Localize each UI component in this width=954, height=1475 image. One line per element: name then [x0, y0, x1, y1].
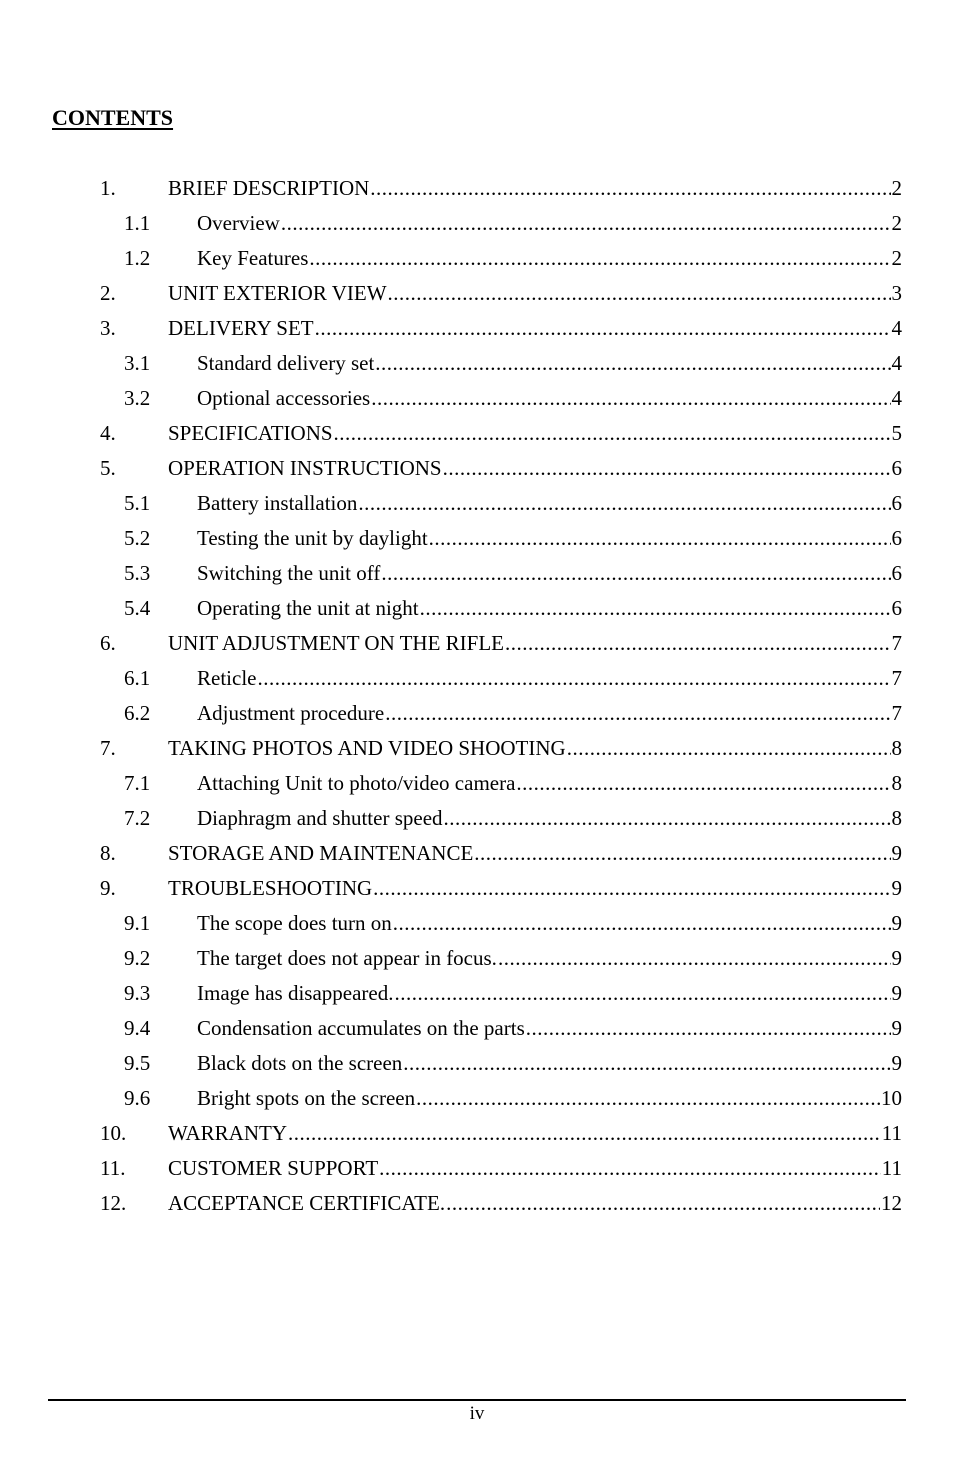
- toc-entry-page: 7: [891, 631, 902, 655]
- toc-entry-line: [197, 557, 902, 589]
- dot-leader: [429, 522, 891, 554]
- toc-entry-number: 9.: [100, 876, 116, 900]
- toc-entry-line: [168, 172, 902, 204]
- toc-entry-line: [168, 1187, 902, 1219]
- toc-entry-page: 4: [891, 386, 902, 410]
- toc-entry[interactable]: [0, 627, 954, 662]
- toc-entry-title: Attaching Unit to photo/video camera: [197, 771, 516, 795]
- toc-entry-number: 8.: [100, 841, 116, 865]
- toc-entry-title: DELIVERY SET: [168, 316, 314, 340]
- dot-leader: [257, 662, 890, 694]
- toc-entry-number: 3.2: [124, 386, 151, 410]
- dot-leader: [281, 207, 891, 239]
- toc-entry-title: ACCEPTANCE CERTIFICATE.: [168, 1191, 446, 1215]
- dot-leader: [446, 1187, 880, 1219]
- toc-entry[interactable]: [0, 907, 954, 942]
- toc-entry-line: [197, 942, 902, 974]
- toc-entry-title: Condensation accumulates on the parts: [197, 1016, 525, 1040]
- toc-entry-title: Adjustment procedure: [197, 701, 385, 725]
- toc-entry-line: [168, 837, 902, 869]
- toc-entry-line: [197, 802, 902, 834]
- toc-entry[interactable]: [0, 1187, 954, 1222]
- dot-leader: [375, 347, 890, 379]
- toc-entry-page: 9: [891, 946, 902, 970]
- toc-entry-page: 10: [881, 1086, 902, 1110]
- toc-entry-page: 6: [891, 491, 902, 515]
- toc-entry-page: 6: [891, 526, 902, 550]
- toc-entry-title: TAKING PHOTOS AND VIDEO SHOOTING: [168, 736, 566, 760]
- toc-entry-title: OPERATION INSTRUCTIONS: [168, 456, 442, 480]
- toc-entry-number: 7.1: [124, 771, 151, 795]
- toc-entry-line: [168, 417, 902, 449]
- toc-entry-line: [168, 732, 902, 764]
- toc-entry-line: [168, 312, 902, 344]
- toc-entry-title: Testing the unit by daylight: [197, 526, 428, 550]
- toc-entry[interactable]: [0, 802, 954, 837]
- toc-entry-number: 3.: [100, 316, 116, 340]
- dot-leader: [385, 697, 890, 729]
- toc-entry-line: [197, 207, 902, 239]
- toc-entry-page: 9: [891, 1051, 902, 1075]
- toc-entry-number: 9.5: [124, 1051, 151, 1075]
- toc-entry-page: 6: [891, 456, 902, 480]
- toc-entry-page: 12: [881, 1191, 902, 1215]
- dot-leader: [288, 1117, 881, 1149]
- toc-entry-title: TROUBLESHOOTING: [168, 876, 373, 900]
- toc-entry[interactable]: [0, 1117, 954, 1152]
- toc-entry-page: 6: [891, 596, 902, 620]
- toc-entry[interactable]: [0, 382, 954, 417]
- toc-entry-title: The scope does turn on: [197, 911, 392, 935]
- toc-entry-line: [197, 382, 902, 414]
- dot-leader: [474, 837, 890, 869]
- toc-entry-title: The target does not appear in focus.: [197, 946, 497, 970]
- toc-entry-title: Key Features: [197, 246, 309, 270]
- toc-entry-page: 6: [891, 561, 902, 585]
- toc-entry-page: 8: [891, 771, 902, 795]
- page-number: iv: [469, 1403, 485, 1424]
- dot-leader: [334, 417, 891, 449]
- toc-entry-number: 5.3: [124, 561, 151, 585]
- toc-entry-line: [197, 977, 902, 1009]
- toc-entry[interactable]: [0, 732, 954, 767]
- toc-entry-page: 11: [881, 1156, 902, 1180]
- toc-entry-page: 2: [891, 246, 902, 270]
- toc-entry-line: [168, 872, 902, 904]
- toc-entry-number: 2.: [100, 281, 116, 305]
- dot-leader: [370, 172, 890, 204]
- dot-leader: [388, 277, 891, 309]
- toc-entry-number: 4.: [100, 421, 116, 445]
- dot-leader: [505, 627, 890, 659]
- toc-entry-page: 8: [891, 806, 902, 830]
- toc-entry-number: 5.4: [124, 596, 151, 620]
- toc-entry-number: 5.: [100, 456, 116, 480]
- toc-entry-line: [168, 627, 902, 659]
- toc-entry-page: 9: [891, 911, 902, 935]
- dot-leader: [567, 732, 891, 764]
- toc-entry-number: 11.: [100, 1156, 126, 1180]
- toc-entry-title: CUSTOMER SUPPORT: [168, 1156, 379, 1180]
- toc-entry-number: 9.6: [124, 1086, 151, 1110]
- toc-entry-line: [168, 452, 902, 484]
- toc-entry-number: 9.2: [124, 946, 151, 970]
- toc-entry[interactable]: [0, 277, 954, 312]
- toc-entry[interactable]: [0, 1152, 954, 1187]
- dot-leader: [403, 1047, 890, 1079]
- toc-entry-page: 7: [891, 701, 902, 725]
- toc-entry-number: 9.4: [124, 1016, 151, 1040]
- toc-entry-number: 1.2: [124, 246, 151, 270]
- toc-entry-title: Standard delivery set: [197, 351, 375, 375]
- toc-entry-title: SPECIFICATIONS: [168, 421, 333, 445]
- toc-entry-number: 1.: [100, 176, 116, 200]
- toc-entry[interactable]: [0, 942, 954, 977]
- toc-entry-page: 2: [891, 176, 902, 200]
- toc-entry-line: [197, 907, 902, 939]
- toc-entry[interactable]: [0, 977, 954, 1012]
- toc-entry-title: UNIT ADJUSTMENT ON THE RIFLE: [168, 631, 505, 655]
- toc-entry-title: Bright spots on the screen: [197, 1086, 416, 1110]
- toc-entry[interactable]: [0, 522, 954, 557]
- dot-leader: [420, 592, 891, 624]
- toc-entry[interactable]: [0, 347, 954, 382]
- toc-entry[interactable]: [0, 1012, 954, 1047]
- toc-entry-page: 2: [891, 211, 902, 235]
- table-of-contents: [0, 172, 954, 1222]
- toc-entry-line: [168, 1117, 902, 1149]
- dot-leader: [381, 557, 890, 589]
- dot-leader: [444, 802, 891, 834]
- toc-entry-number: 5.2: [124, 526, 151, 550]
- toc-entry-page: 4: [891, 351, 902, 375]
- toc-entry[interactable]: [0, 662, 954, 697]
- toc-entry-line: [168, 1152, 902, 1184]
- toc-entry-page: 5: [891, 421, 902, 445]
- toc-entry-line: [197, 347, 902, 379]
- toc-entry-line: [197, 522, 902, 554]
- toc-entry-number: 6.1: [124, 666, 151, 690]
- toc-entry-page: 4: [891, 316, 902, 340]
- toc-entry-page: 7: [891, 666, 902, 690]
- toc-entry-line: [197, 662, 902, 694]
- toc-entry-page: 9: [891, 1016, 902, 1040]
- toc-entry-line: [197, 1047, 902, 1079]
- toc-entry[interactable]: [0, 172, 954, 207]
- toc-entry-page: 9: [891, 981, 902, 1005]
- toc-entry-line: [197, 767, 902, 799]
- dot-leader: [373, 872, 890, 904]
- toc-entry[interactable]: [0, 312, 954, 347]
- toc-entry-line: [168, 277, 902, 309]
- toc-entry[interactable]: [0, 767, 954, 802]
- toc-entry-title: Black dots on the screen: [197, 1051, 403, 1075]
- toc-entry[interactable]: [0, 697, 954, 732]
- toc-entry[interactable]: [0, 452, 954, 487]
- footer-divider: [48, 1399, 906, 1401]
- toc-entry-title: BRIEF DESCRIPTION: [168, 176, 370, 200]
- toc-entry-page: 9: [891, 841, 902, 865]
- toc-entry-number: 7.: [100, 736, 116, 760]
- toc-entry-title: Switching the unit off: [197, 561, 381, 585]
- toc-entry-number: 5.1: [124, 491, 151, 515]
- toc-entry-line: [197, 697, 902, 729]
- toc-entry-title: Optional accessories: [197, 386, 371, 410]
- dot-leader: [395, 977, 891, 1009]
- dot-leader: [416, 1082, 880, 1114]
- dot-leader: [443, 452, 891, 484]
- toc-entry-number: 3.1: [124, 351, 151, 375]
- toc-entry-title: Reticle: [197, 666, 257, 690]
- toc-entry-number: 12.: [100, 1191, 127, 1215]
- dot-leader: [526, 1012, 891, 1044]
- toc-entry-page: 3: [891, 281, 902, 305]
- toc-entry[interactable]: [0, 487, 954, 522]
- toc-entry-line: [197, 1012, 902, 1044]
- toc-entry-page: 11: [881, 1121, 902, 1145]
- toc-entry-line: [197, 1082, 902, 1114]
- toc-entry[interactable]: [0, 207, 954, 242]
- toc-entry-line: [197, 487, 902, 519]
- dot-leader: [516, 767, 890, 799]
- toc-entry-number: 6.2: [124, 701, 151, 725]
- toc-entry[interactable]: [0, 872, 954, 907]
- toc-entry-number: 1.1: [124, 211, 151, 235]
- dot-leader: [371, 382, 890, 414]
- toc-entry[interactable]: [0, 592, 954, 627]
- toc-entry-number: 10.: [100, 1121, 127, 1145]
- toc-entry-line: [197, 242, 902, 274]
- toc-entry-title: Battery installation: [197, 491, 358, 515]
- toc-entry-title: UNIT EXTERIOR VIEW: [168, 281, 387, 305]
- toc-entry-title: Image has disappeared.: [197, 981, 394, 1005]
- toc-entry-number: 6.: [100, 631, 116, 655]
- contents-heading: CONTENTS: [52, 105, 174, 130]
- toc-entry[interactable]: [0, 1047, 954, 1082]
- dot-leader: [358, 487, 890, 519]
- dot-leader: [498, 942, 891, 974]
- dot-leader: [315, 312, 891, 344]
- toc-entry-title: Overview: [197, 211, 280, 235]
- toc-entry-number: 7.2: [124, 806, 151, 830]
- toc-entry-title: Diaphragm and shutter speed: [197, 806, 443, 830]
- dot-leader: [379, 1152, 881, 1184]
- dot-leader: [309, 242, 890, 274]
- dot-leader: [393, 907, 891, 939]
- toc-entry-page: 8: [891, 736, 902, 760]
- toc-entry-number: 9.3: [124, 981, 151, 1005]
- toc-entry[interactable]: [0, 837, 954, 872]
- toc-entry-page: 9: [891, 876, 902, 900]
- toc-entry-line: [197, 592, 902, 624]
- toc-entry[interactable]: [0, 1082, 954, 1117]
- toc-entry-title: Operating the unit at night: [197, 596, 419, 620]
- toc-entry-title: WARRANTY: [168, 1121, 287, 1145]
- toc-entry[interactable]: [0, 557, 954, 592]
- toc-entry-title: STORAGE AND MAINTENANCE: [168, 841, 474, 865]
- toc-entry-number: 9.1: [124, 911, 151, 935]
- toc-entry[interactable]: [0, 242, 954, 277]
- toc-entry[interactable]: [0, 417, 954, 452]
